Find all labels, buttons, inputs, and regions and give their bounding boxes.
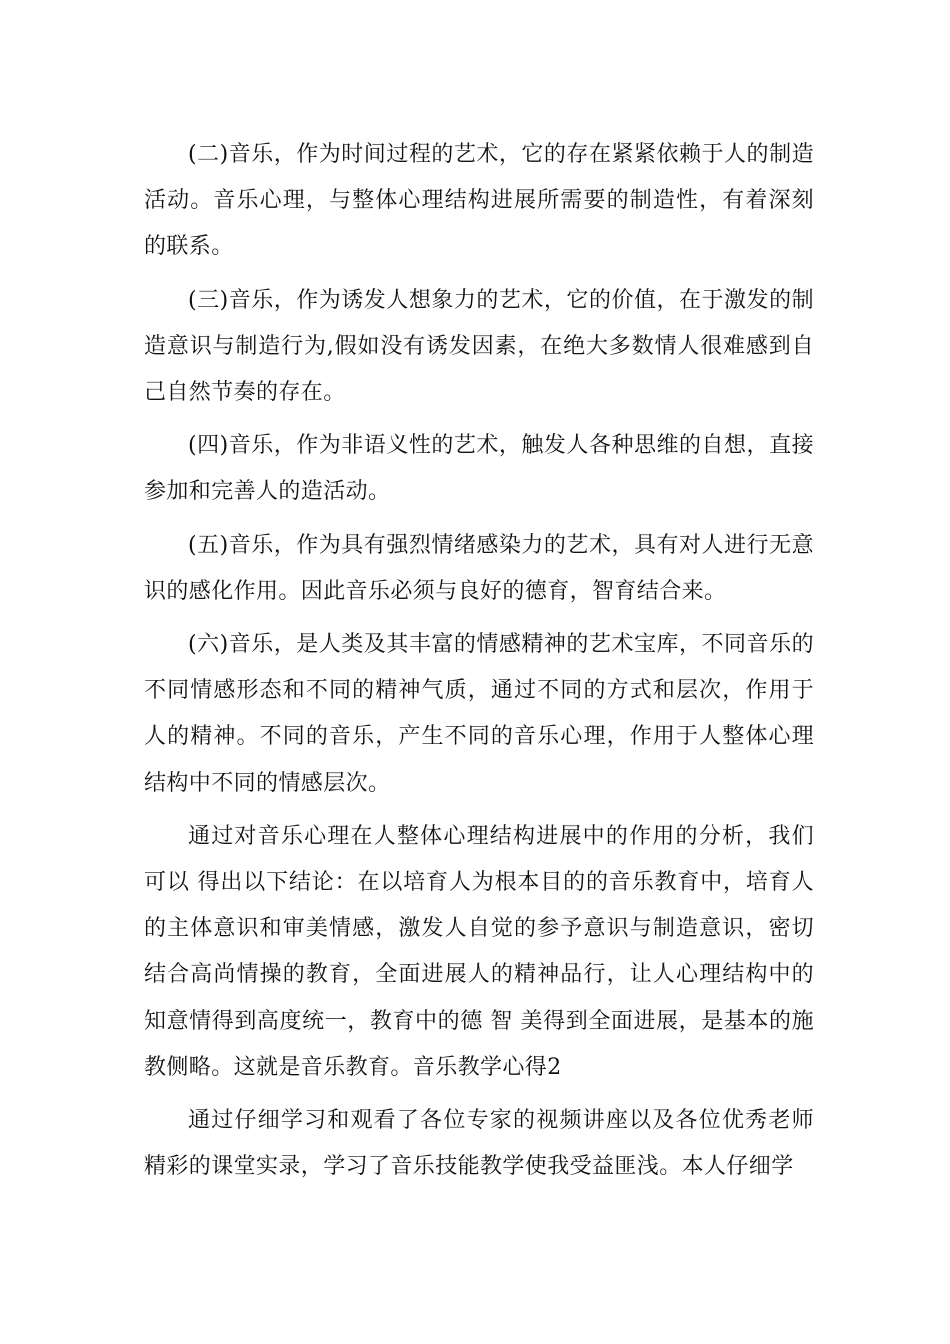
paragraph-2: (二)音乐，作为时间过程的艺术，它的存在紧紧依赖于人的制造活动。音乐心理，与整体心理结构进展所需要的制造性，有着深刻的联系。 <box>144 142 814 260</box>
document-body <box>144 132 814 1197</box>
paragraph-conclusion: 通过对音乐心理在人整体心理结构进展中的作用的分析，我们可以 得出以下结论：在以培育人为根本目的的音乐教育中，培育人的主体意识和审美情感，激发人自觉的参予意识与制造意识，密切结合高尚情操的教育，全面进展人的精神品行，让人心理结构中的知意情得到高度统一，教育中的德 智 美得到全面进展，是基本的施教侧略。这就是音乐教育。音乐教学心得2 <box>144 823 814 1080</box>
paragraph-6: (六)音乐，是人类及其丰富的情感精神的艺术宝库，不同音乐的不同情感形态和不同的精神气质，通过不同的方式和层次，作用于人的精神。不同的音乐，产生不同的音乐心理，作用于人整体心理结构中不同的情感层次。 <box>144 632 814 796</box>
paragraph-4: (四)音乐，作为非语义性的艺术，触发人各种思维的自想，直接参加和完善人的造活动。 <box>144 433 814 505</box>
paragraph-reflection: 通过仔细学习和观看了各位专家的视频讲座以及各位优秀老师精彩的课堂实录，学习了音乐技能教学使我受益匪浅。本人仔细学 <box>144 1108 814 1180</box>
paragraph-3: (三)音乐，作为诱发人想象力的艺术，它的价值，在于激发的制造意识与制造行为,假如没有诱发因素，在绝大多数情人很难感到自己自然节奏的存在。 <box>144 287 814 406</box>
paragraph-5: (五)音乐，作为具有强烈情绪感染力的艺术，具有对人进行无意识的感化作用。因此音乐必须与良好的德育，智育结合来。 <box>144 532 814 604</box>
